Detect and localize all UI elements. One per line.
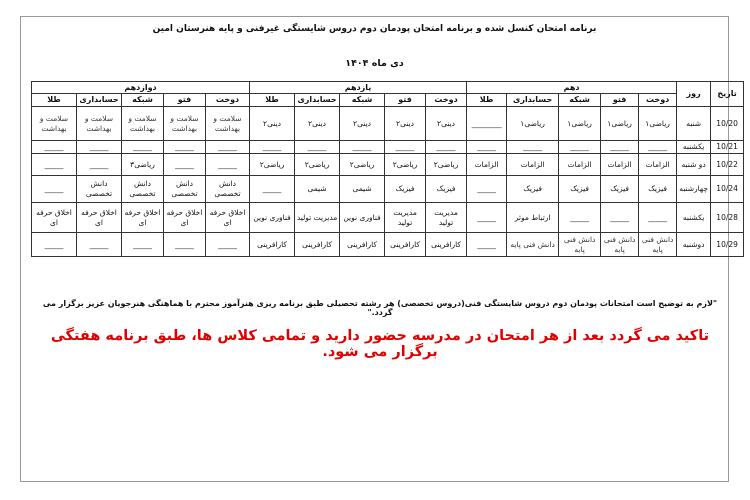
exam-cell: دانش فنی پایه (639, 233, 677, 257)
exam-cell: _____ (639, 203, 677, 233)
exam-cell: سلامت و بهداشت (164, 107, 206, 141)
exam-cell: دینی۲ (340, 107, 385, 141)
field-header: شبکه (122, 94, 164, 107)
exam-cell: الزامات (467, 154, 507, 176)
exam-cell: دانش تخصصی (206, 176, 250, 203)
exam-cell: فیزیک (559, 176, 601, 203)
exam-cell: الزامات (559, 154, 601, 176)
exam-cell: _____ (467, 233, 507, 257)
exam-cell: سلامت و بهداشت (77, 107, 122, 141)
exam-cell: _____ (467, 203, 507, 233)
exam-cell: _____ (601, 203, 639, 233)
exam-cell: کارافرینی (250, 233, 295, 257)
exam-cell: ریاضی۱ (559, 107, 601, 141)
exam-cell: _____ (164, 154, 206, 176)
exam-cell: _____ (32, 233, 77, 257)
table-row (32, 233, 744, 257)
exam-cell: فیزیک (426, 176, 467, 203)
exam-cell: دانش فنی پایه (559, 233, 601, 257)
exam-cell: _____ (559, 203, 601, 233)
exam-cell: _____ (426, 141, 467, 154)
field-header: حسابداری (507, 94, 559, 107)
exam-cell: دینی۲ (385, 107, 426, 141)
exam-cell: مدیریت تولید (426, 203, 467, 233)
exam-cell: اخلاق حرفه ای (122, 203, 164, 233)
exam-cell: دانش فنی پایه (601, 233, 639, 257)
exam-cell: _____ (77, 154, 122, 176)
grade-12-header: دوازدهم (32, 82, 250, 94)
field-header: فتو (385, 94, 426, 107)
exam-cell: اخلاق حرفه ای (77, 203, 122, 233)
exam-cell: فناوری نوین (250, 203, 295, 233)
exam-cell: _____ (164, 141, 206, 154)
exam-cell: ریاضی۲ (295, 154, 340, 176)
day-cell: دو شنبه (677, 154, 711, 176)
field-header: دوخت (639, 94, 677, 107)
exam-cell: سلامت و بهداشت (32, 107, 77, 141)
exam-cell: _____ (32, 141, 77, 154)
exam-cell: دینی۲ (426, 107, 467, 141)
exam-cell: ________ (467, 107, 507, 141)
field-header: شبکه (559, 94, 601, 107)
exam-cell: _____ (122, 233, 164, 257)
exam-cell: دانش تخصصی (122, 176, 164, 203)
field-header: شبکه (340, 94, 385, 107)
exam-schedule-table (31, 81, 744, 257)
exam-cell: _____ (467, 141, 507, 154)
exam-cell: فیزیک (507, 176, 559, 203)
exam-cell: الزامات (507, 154, 559, 176)
exam-cell: ریاضی۲ (385, 154, 426, 176)
day-cell: شنبه (677, 107, 711, 141)
exam-cell: _____ (250, 176, 295, 203)
exam-cell: _____ (164, 233, 206, 257)
exam-cell: کارافرینی (385, 233, 426, 257)
date-header: تاریخ (711, 82, 744, 107)
exam-cell: فیزیک (601, 176, 639, 203)
date-cell: 10/28 (711, 203, 744, 233)
day-cell: یکشنبه (677, 203, 711, 233)
field-header: حسابداری (295, 94, 340, 107)
exam-cell: اخلاق حرفه ای (32, 203, 77, 233)
exam-cell: _____ (122, 141, 164, 154)
table-row (32, 141, 744, 154)
exam-cell: سلامت و بهداشت (122, 107, 164, 141)
exam-cell: _____ (206, 233, 250, 257)
exam-cell: _____ (601, 141, 639, 154)
exam-cell: سلامت و بهداشت (206, 107, 250, 141)
exam-cell: دینی۲ (250, 107, 295, 141)
exam-cell: دانش تخصصی (77, 176, 122, 203)
exam-cell: دانش تخصصی (164, 176, 206, 203)
attendance-alert: تاکید می گردد بعد از هر امتحان در مدرسه حضور دارید و تمامی کلاس ها، طبق برنامه هفتگی برگزار می شود. (50, 328, 710, 360)
exam-cell: _____ (250, 141, 295, 154)
exam-cell: ریاضی۱ (639, 107, 677, 141)
exam-cell: ارتباط موثر (507, 203, 559, 233)
day-cell: دوشنبه (677, 233, 711, 257)
exam-cell: فیزیک (639, 176, 677, 203)
exam-cell: _____ (295, 141, 340, 154)
field-note: "لازم به توضیح است امتحانات پودمان دوم دروس شایستگی فنی(دروس تخصصی) هر رشته تحصیلی طبق برنامه ریزی هنرآموز محترم با هماهنگی هنرجویان عزیز برگزار می گردد." (42, 299, 718, 317)
exam-cell: _____ (206, 141, 250, 154)
exam-cell: _____ (77, 233, 122, 257)
field-header: دوخت (206, 94, 250, 107)
table-row (32, 203, 744, 233)
exam-cell: _____ (559, 141, 601, 154)
day-cell: یکشنبه (677, 141, 711, 154)
page-subtitle: دی ماه ۱۴۰۴ (345, 58, 404, 69)
exam-cell: ریاضی۲ (340, 154, 385, 176)
grade-11-header: یازدهم (250, 82, 467, 94)
exam-cell: ریاضی۲ (426, 154, 467, 176)
exam-cell: دینی۲ (295, 107, 340, 141)
exam-cell: شیمی (295, 176, 340, 203)
exam-cell: ریاضی۱ (507, 107, 559, 141)
date-cell: 10/21 (711, 141, 744, 154)
date-cell: 10/20 (711, 107, 744, 141)
exam-cell: ریاضی۲ (250, 154, 295, 176)
field-header: فتو (164, 94, 206, 107)
table-row (32, 176, 744, 203)
field-header: طلا (467, 94, 507, 107)
exam-cell: _____ (77, 141, 122, 154)
exam-cell: _____ (32, 154, 77, 176)
exam-cell: _____ (206, 154, 250, 176)
exam-cell: مدیریت تولید (295, 203, 340, 233)
page-title: برنامه امتحان کنسل شده و برنامه امتحان پودمان دوم دروس شایستگی غیرفنی و پایه هنرستان امین (152, 24, 597, 34)
exam-cell: الزامات (601, 154, 639, 176)
exam-cell: ریاضی۱ (601, 107, 639, 141)
exam-cell: کارافرینی (295, 233, 340, 257)
exam-cell: مدیریت تولید (385, 203, 426, 233)
exam-cell: اخلاق حرفه ای (164, 203, 206, 233)
exam-cell: الزامات (639, 154, 677, 176)
exam-cell: _____ (639, 141, 677, 154)
exam-cell: فناوری نوین (340, 203, 385, 233)
table-row (32, 154, 744, 176)
field-header: حسابداری (77, 94, 122, 107)
exam-cell: اخلاق حرفه ای (206, 203, 250, 233)
grade-10-header: دهم (467, 82, 677, 94)
exam-cell: ریاضی۳ (122, 154, 164, 176)
exam-cell: کارافرینی (340, 233, 385, 257)
date-cell: 10/29 (711, 233, 744, 257)
exam-cell: دانش فنی پایه (507, 233, 559, 257)
day-cell: چهارشنبه (677, 176, 711, 203)
day-header: روز (677, 82, 711, 107)
exam-cell: _____ (32, 176, 77, 203)
date-cell: 10/22 (711, 154, 744, 176)
field-header: فتو (601, 94, 639, 107)
exam-cell: _____ (507, 141, 559, 154)
exam-cell: کارافرینی (426, 233, 467, 257)
field-header: طلا (32, 94, 77, 107)
table-row (32, 107, 744, 141)
date-cell: 10/24 (711, 176, 744, 203)
exam-cell: _____ (385, 141, 426, 154)
exam-cell: _____ (340, 141, 385, 154)
exam-cell: شیمی (340, 176, 385, 203)
field-header: دوخت (426, 94, 467, 107)
exam-cell: _____ (467, 176, 507, 203)
field-header: طلا (250, 94, 295, 107)
exam-cell: فیزیک (385, 176, 426, 203)
